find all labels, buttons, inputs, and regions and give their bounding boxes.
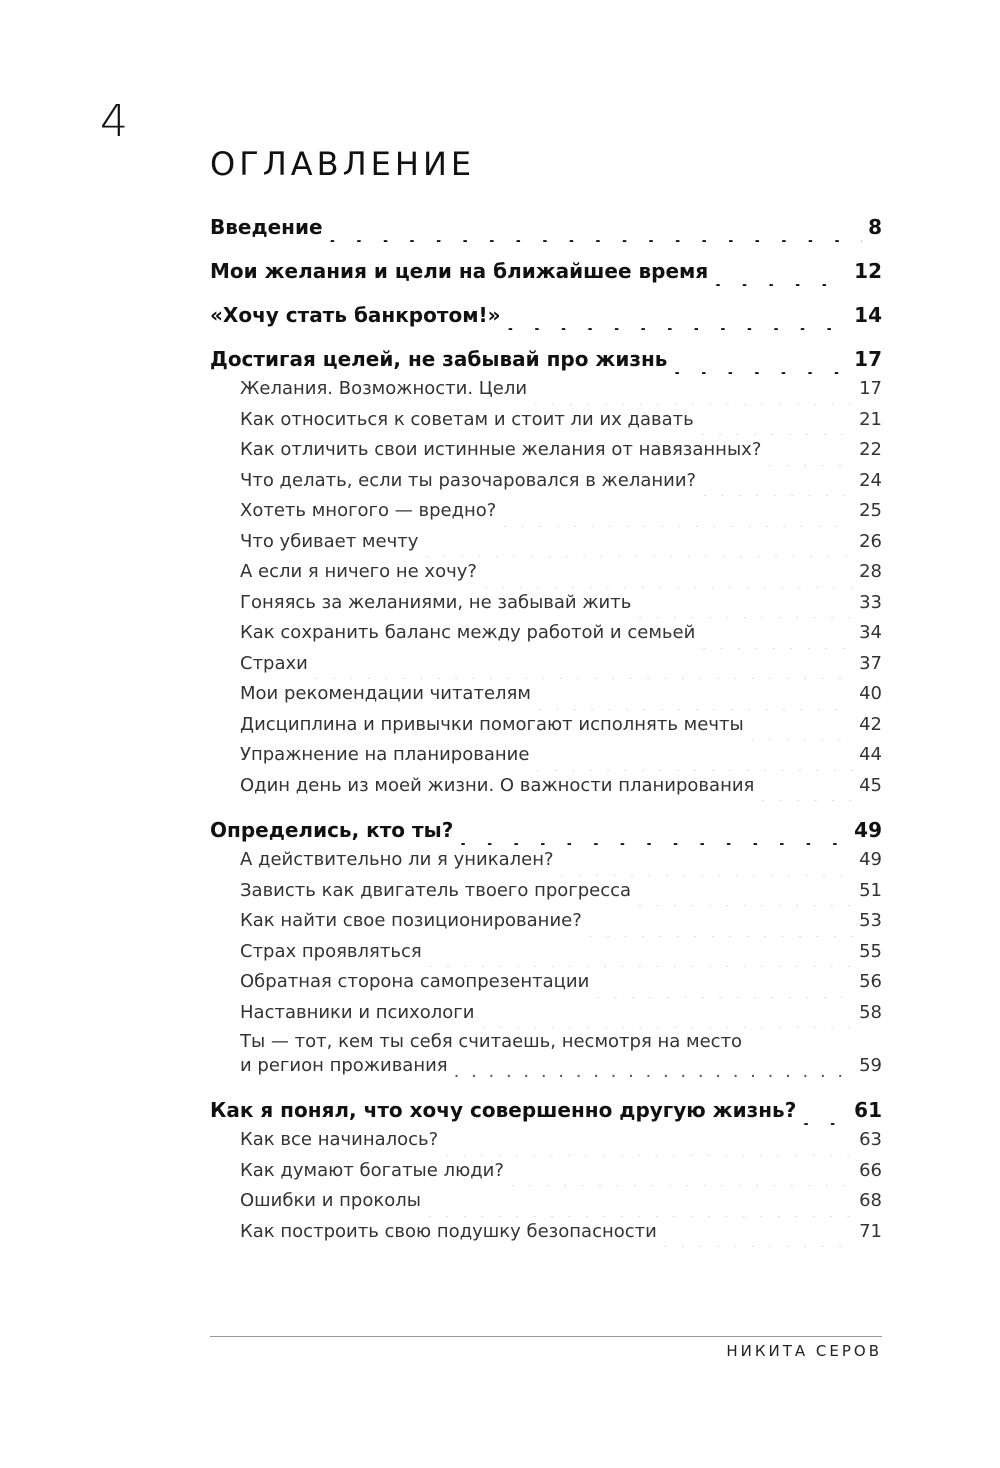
section-page-number: 22	[859, 439, 882, 460]
section-title: Как все начиналось?	[240, 1129, 439, 1150]
footer-divider	[210, 1336, 882, 1337]
section-title: Обратная сторона самопрезентации	[240, 971, 590, 992]
toc-section[interactable]	[210, 906, 882, 937]
dot-leader	[483, 570, 853, 588]
dot-leader	[507, 310, 849, 330]
toc-chapter[interactable]	[210, 344, 882, 374]
dot-leader	[535, 753, 853, 771]
dot-leader	[700, 417, 853, 435]
toc-section[interactable]	[210, 845, 882, 876]
toc-section[interactable]	[210, 1125, 882, 1156]
section-page-number: 58	[859, 1001, 882, 1023]
footer-author: НИКИТА СЕРОВ	[726, 1342, 882, 1360]
dot-leader	[588, 919, 853, 937]
toc-section[interactable]	[210, 496, 882, 527]
chapter-title: Достигая целей, не забывай про жизнь	[210, 347, 668, 371]
toc-chapter[interactable]	[210, 212, 882, 242]
page-number: 4	[100, 96, 128, 147]
section-title: А действительно ли я уникален?	[240, 849, 554, 870]
toc-section[interactable]	[210, 710, 882, 741]
dot-leader	[663, 1229, 853, 1247]
section-page-number: 40	[859, 683, 882, 704]
section-title: Как думают богатые люди?	[240, 1159, 504, 1181]
section-page-number: 56	[859, 971, 882, 992]
toc-chapter[interactable]	[210, 300, 882, 330]
section-page-number: 49	[859, 849, 882, 870]
section-title: Наставники и психологи	[240, 1001, 475, 1023]
toc-section[interactable]	[210, 405, 882, 436]
section-title: Зависть как двигатель твоего прогресса	[240, 879, 632, 901]
toc-section[interactable]	[210, 1217, 882, 1248]
toc-chapter[interactable]	[210, 256, 882, 286]
section-page-number: 33	[859, 591, 882, 613]
dot-leader	[510, 1168, 853, 1186]
toc-section[interactable]	[210, 374, 882, 405]
dot-leader	[595, 980, 853, 998]
dot-leader	[560, 858, 854, 876]
dot-leader	[428, 949, 853, 967]
toc-section[interactable]	[210, 1028, 882, 1081]
page-title: ОГЛАВЛЕНИЕ	[210, 145, 476, 183]
section-title: Страхи	[240, 652, 308, 674]
toc-section[interactable]	[210, 1186, 882, 1217]
section-title-line2: и регион проживания	[240, 1055, 448, 1076]
dot-leader	[760, 783, 853, 801]
section-page-number: 42	[859, 713, 882, 735]
chapter-title: Мои желания и цели на ближайшее время	[210, 259, 709, 283]
toc-section[interactable]	[210, 679, 882, 710]
section-title: Хотеть многого — вредно?	[240, 500, 497, 521]
toc-section[interactable]	[210, 435, 882, 466]
section-title: Что делать, если ты разочаровался в желании?	[240, 469, 697, 491]
section-page-number: 17	[859, 378, 882, 399]
chapter-page-number: 8	[868, 215, 882, 239]
section-title: Как относиться к советам и стоит ли их давать	[240, 408, 694, 430]
section-title: Ошибки и проколы	[240, 1190, 421, 1211]
section-page-number: 34	[859, 622, 882, 643]
toc-section[interactable]	[210, 618, 882, 649]
dot-leader	[767, 448, 853, 466]
chapter-title: Определись, кто ты?	[210, 818, 454, 842]
chapter-page-number: 61	[854, 1098, 882, 1122]
chapter-title: «Хочу стать банкротом!»	[210, 303, 501, 327]
section-page-number: 71	[859, 1220, 882, 1242]
section-page-number: 66	[859, 1159, 882, 1181]
section-title: Как отличить свои истинные желания от навязанных?	[240, 439, 762, 460]
toc-section[interactable]	[210, 740, 882, 771]
section-page-number: 28	[859, 561, 882, 582]
section-title: Страх проявляться	[240, 940, 422, 962]
section-title: Гоняясь за желаниями, не забывай жить	[240, 591, 632, 613]
dot-leader	[533, 387, 853, 405]
toc-section[interactable]	[210, 876, 882, 907]
section-title: Как построить свою подушку безопасности	[240, 1220, 657, 1242]
toc-chapter[interactable]	[210, 1095, 882, 1125]
dot-leader	[802, 1105, 848, 1125]
section-title: Как сохранить баланс между работой и семьей	[240, 622, 696, 643]
chapter-page-number: 17	[854, 347, 882, 371]
section-page-number: 45	[859, 774, 882, 796]
dot-leader	[537, 692, 853, 710]
chapter-page-number: 12	[854, 259, 882, 283]
section-title-line1: Ты — тот, кем ты себя считаешь, несмотря на место	[240, 1031, 743, 1052]
section-title: Как найти свое позиционирование?	[240, 910, 582, 931]
section-page-number: 51	[859, 879, 882, 901]
table-of-contents	[210, 212, 882, 1247]
section-page-number: 63	[859, 1129, 882, 1150]
dot-leader	[314, 661, 853, 679]
section-page-number: 26	[859, 530, 882, 552]
section-title: Один день из моей жизни. О важности планирования	[240, 774, 755, 796]
dot-leader	[637, 888, 853, 906]
toc-section[interactable]	[210, 557, 882, 588]
toc-section[interactable]	[210, 1156, 882, 1187]
toc-section[interactable]	[210, 771, 882, 802]
chapter-title: Как я понял, что хочу совершенно другую жизнь?	[210, 1098, 797, 1122]
section-page-number: 59	[859, 1055, 882, 1076]
dot-leader	[454, 1060, 853, 1078]
section-page-number: 44	[859, 744, 882, 765]
section-page-number: 68	[859, 1190, 882, 1211]
chapter-title: Введение	[210, 215, 323, 239]
section-title-line2-row	[240, 1054, 882, 1078]
toc-section[interactable]	[210, 967, 882, 998]
chapter-page-number: 49	[854, 818, 882, 842]
toc-chapter[interactable]	[210, 815, 882, 845]
dot-leader	[750, 722, 853, 740]
dot-leader	[701, 631, 853, 649]
section-page-number: 37	[859, 652, 882, 674]
dot-leader	[424, 539, 853, 557]
section-page-number: 55	[859, 940, 882, 962]
section-title: Желания. Возможности. Цели	[240, 378, 528, 399]
toc-section[interactable]	[210, 937, 882, 968]
section-title: Упражнение на планирование	[240, 744, 530, 765]
chapter-page-number: 14	[854, 303, 882, 327]
toc-section[interactable]	[210, 649, 882, 680]
section-page-number: 21	[859, 408, 882, 430]
dot-leader	[444, 1138, 853, 1156]
section-page-number: 25	[859, 500, 882, 521]
toc-section[interactable]	[210, 466, 882, 497]
toc-section[interactable]	[210, 998, 882, 1029]
dot-leader	[427, 1199, 853, 1217]
dot-leader	[329, 222, 863, 242]
toc-section[interactable]	[210, 527, 882, 558]
section-title: Дисциплина и привычки помогают исполнять мечты	[240, 713, 744, 735]
dot-leader	[673, 354, 848, 374]
section-title: Что убивает мечту	[240, 530, 419, 552]
section-page-number: 24	[859, 469, 882, 491]
section-title: Мои рекомендации читателям	[240, 683, 531, 704]
toc-section[interactable]	[210, 588, 882, 619]
dot-leader	[502, 509, 853, 527]
section-page-number: 53	[859, 910, 882, 931]
dot-leader	[702, 478, 853, 496]
dot-leader	[714, 266, 848, 286]
section-title: А если я ничего не хочу?	[240, 561, 477, 582]
dot-leader	[480, 1010, 853, 1028]
dot-leader	[459, 825, 848, 845]
dot-leader	[637, 600, 853, 618]
